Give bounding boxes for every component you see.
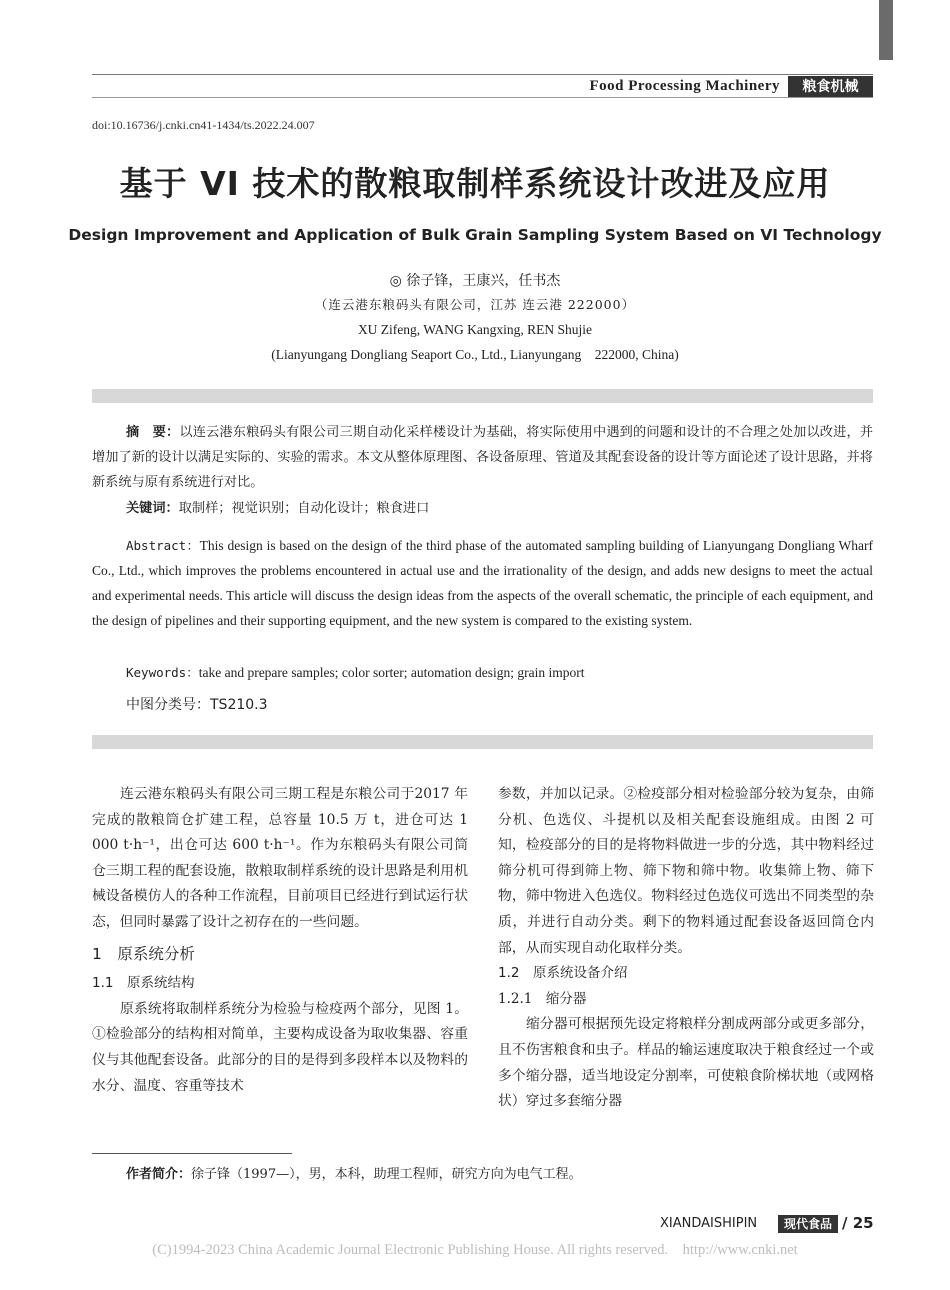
authors-cn: ◎ 徐子锋，王康兴，任书杰 <box>389 273 561 289</box>
header-rule <box>92 74 873 75</box>
abstract-cn-label: 摘 要： <box>126 425 180 440</box>
abstract-cn <box>92 420 873 495</box>
section-heading-1: 1 原系统分析 <box>92 944 195 963</box>
keywords-en-text: take and prepare samples; color sorter; automation design; grain import <box>198 665 585 680</box>
keywords-cn-label: 关键词： <box>126 501 179 516</box>
affiliation-en: (Lianyungang Dongliang Seaport Co., Ltd., Lianyungang 222000, China) <box>271 347 679 362</box>
footer-site-name: XIANDAISHIPIN <box>660 1216 758 1231</box>
footnote-label: 作者简介： <box>126 1167 192 1182</box>
abstract-bottom-band <box>92 735 873 749</box>
keywords-cn <box>92 496 873 521</box>
title-cn: 基于 VI 技术的散粮取制样系统设计改进及应用 <box>119 164 831 203</box>
footnote-rule <box>92 1153 292 1154</box>
authors-en: XU Zifeng, WANG Kangxing, REN Shujie <box>357 322 593 337</box>
body-column-left <box>92 782 468 1099</box>
keywords-en-label: Keywords： <box>126 665 199 680</box>
keywords-cn-text: 取制样；视觉识别；自动化设计；粮食进口 <box>178 501 430 516</box>
section-heading-1-2-1: 1.2.1 缩分器 <box>498 990 587 1007</box>
abstract-en <box>92 533 873 633</box>
footnote-text: 徐子锋（1997—），男，本科，助理工程师，研究方向为电气工程。 <box>191 1167 582 1182</box>
edge-tab-bar <box>879 0 893 60</box>
body-paragraph: 原系统将取制样系统分为检验与检疫两个部分，见图 1。①检验部分的结构相对简单，主要构成设备为取收集器、容重仪与其他配套设备。此部分的目的是得到多段样本以及物料的水分、温度、容重等技术 <box>92 1000 468 1094</box>
affiliation-cn: （连云港东粮码头有限公司，江苏 连云港 222000） <box>314 297 636 312</box>
abstract-en-text: This design is based on the design of the third phase of the automated sampling building of Lianyungang Dongliang Wharf Co., Ltd., which improves the problems encountered in actual use and the irrationality of the design, and adds new designs to meet the actual and experimental needs. This article will discuss the design ideas from the aspects of the overall schematic, the principle of each equipment, and the design of pipelines and their supporting equipment, and the new system is compared to the existing system. <box>92 538 873 628</box>
journal-name-en: Food Processing Machinery <box>589 78 780 94</box>
footer-journal-badge: 现代食品 <box>778 1215 838 1233</box>
doi-text[interactable]: doi:10.16736/j.cnki.cn41-1434/ts.2022.24.007 <box>92 118 315 132</box>
classification-number: 中图分类号：TS210.3 <box>126 697 268 713</box>
abstract-cn-text: 以连云港东粮码头有限公司三期自动化采样楼设计为基础，将实际使用中遇到的问题和设计的不合理之处加以改进，并增加了新的设计以满足实际的、实验的需求。本文从整体原理图、各设备原理、管道及其配套设备的设计等方面论述了设计思路，并将新系统与原有系统进行对比。 <box>92 425 874 490</box>
body-paragraph: 连云港东粮码头有限公司三期工程是东粮公司于2017 年完成的散粮筒仓扩建工程，总容量 10.5 万 t，进仓可达 1 000 t·h⁻¹，出仓可达 600 t·h⁻¹。作为东粮码头有限公司筒仓三期工程的配套设施，散粮取制样系统的设计思路是利用机械设备模仿人的各种工作流程，目前项目已经进行到试运行状态，但同时暴露了设计之初存在的一些问题。 <box>92 786 468 930</box>
keywords-en <box>92 660 873 685</box>
abstract-top-band <box>92 389 873 403</box>
header-rule-lower <box>92 97 873 98</box>
copyright-watermark: (C)1994-2023 China Academic Journal Electronic Publishing House. All rights reserved. http://www.cnki.net <box>152 1242 798 1258</box>
body-paragraph: 缩分器可根据预先设定将粮样分割成两部分或更多部分，且不伤害粮食和虫子。样品的输运速度取决于粮食经过一个或多个缩分器，适当地设定分割率，可使粮食阶梯状地（或网格状）穿过多套缩分器 <box>498 1016 874 1110</box>
title-en: Design Improvement and Application of Bulk Grain Sampling System Based on VI Technology <box>68 226 882 244</box>
author-bio-footnote <box>126 1163 582 1182</box>
body-paragraph: 参数，并加以记录。②检疫部分相对检验部分较为复杂，由筛分机、色选仪、斗提机以及相关配套设施组成。由图 2 可知，检疫部分的目的是将物料做进一步的分选，其中物料经过筛分机可得到筛上物、筛下物和筛中物。收集筛上物、筛下物，筛中物进入色选仪。物料经过色选仪可选出不同类型的杂质，并进行自动分类。剩下的物料通过配套设备返回筒仓内部，从而实现自动化取样分类。 <box>498 786 874 956</box>
section-heading-1-2: 1.2 原系统设备介绍 <box>498 965 628 982</box>
journal-section-badge: 粮食机械 <box>788 76 873 98</box>
section-heading-1-1: 1.1 原系统结构 <box>92 975 195 992</box>
abstract-en-label: Abstract： <box>126 538 200 553</box>
page-number: / 25 <box>842 1214 874 1232</box>
body-column-right <box>498 782 874 1115</box>
